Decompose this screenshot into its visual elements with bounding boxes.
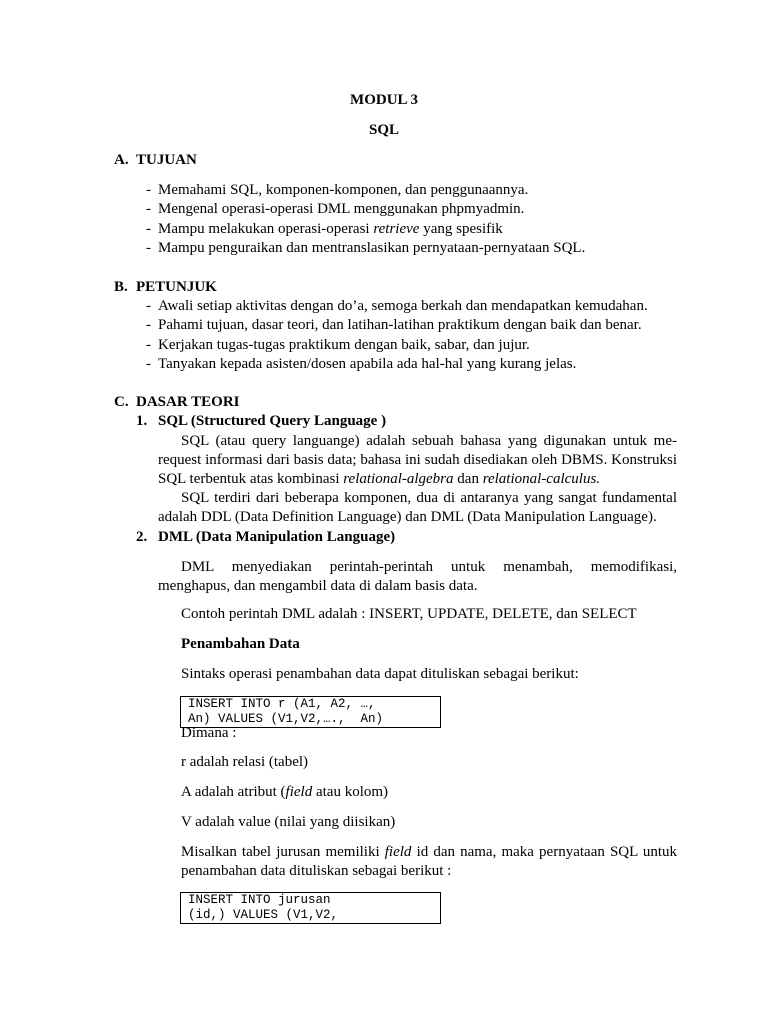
sub1-paragraph-2: SQL terdiri dari beberapa komponen, dua di antaranya yang sangat fundamental adalah DDL (Data Definition Language) dan DML (Data Manipulation Language). xyxy=(158,490,677,525)
code-box-insert-syntax: INSERT INTO r (A1, A2, …, An) VALUES (V1,V2,…., An) xyxy=(180,696,441,728)
petunjuk-list xyxy=(136,297,648,374)
list-item: - Memahami SQL, komponen-komponen, dan penggunaannya. xyxy=(146,182,529,198)
v-definition: V adalah value (nilai yang diisikan) xyxy=(181,814,396,830)
section-c-letter: C. xyxy=(114,394,129,410)
module-title: MODUL 3 xyxy=(350,92,418,108)
list-item: - Mampu melakukan operasi-operasi retrieve yang spesifik xyxy=(146,220,503,237)
section-a-letter: A. xyxy=(114,152,129,168)
sub1-heading: 1. SQL (Structured Query Language ) xyxy=(136,413,387,429)
section-b-letter: B. xyxy=(114,279,128,295)
a-definition: A adalah atribut (field atau kolom) xyxy=(181,784,389,800)
contoh-line: Contoh perintah DML adalah : INSERT, UPDATE, DELETE, dan SELECT xyxy=(181,606,637,622)
sub1-paragraph-1: SQL (atau query languange) adalah sebuah bahasa yang digunakan untuk me-request informasi dari basis data; bahasa ini sudah disediakan oleh DBMS. Konstruksi SQL terbentuk atas kombinasi relational-algebra dan relational-calculus. xyxy=(158,433,677,487)
code-box-insert-jurusan: INSERT INTO jurusan (id,) VALUES (V1,V2, xyxy=(180,892,441,924)
list-item: - Mengenal operasi-operasi DML menggunakan phpmyadmin. xyxy=(146,201,525,218)
section-b-heading xyxy=(114,279,217,296)
dimana-line: Dimana : xyxy=(181,725,237,741)
list-item: - Tanyakan kepada asisten/dosen apabila ada hal-hal yang kurang jelas. xyxy=(146,355,577,372)
list-item: - Kerjakan tugas-tugas praktikum dengan baik, sabar, dan jujur. xyxy=(146,336,530,353)
section-c-heading xyxy=(114,394,240,411)
section-a-title: TUJUAN xyxy=(136,152,197,168)
section-b-title: PETUNJUK xyxy=(136,279,217,295)
penambahan-heading: Penambahan Data xyxy=(181,636,300,652)
module-subtitle: SQL xyxy=(368,122,399,138)
list-item: - Pahami tujuan, dasar teori, dan latihan-latihan praktikum dengan baik dan benar. xyxy=(146,317,642,334)
section-c-title: DASAR TEORI xyxy=(136,394,240,410)
sub2-paragraph-1: DML menyediakan perintah-perintah untuk menambah, memodifikasi, menghapus, dan mengambil data di dalam basis data. xyxy=(158,559,677,594)
misal-paragraph: Misalkan tabel jurusan memiliki field id dan nama, maka pernyataan SQL untuk penambahan data dituliskan sebagai berikut : xyxy=(181,844,678,879)
sub2-heading: 2. DML (Data Manipulation Language) xyxy=(136,529,396,545)
r-definition: r adalah relasi (tabel) xyxy=(181,754,309,770)
sintaks-line: Sintaks operasi penambahan data dapat dituliskan sebagai berikut: xyxy=(181,666,579,682)
list-item: - Mampu penguraikan dan mentranslasikan pernyataan-pernyataan SQL. xyxy=(146,239,586,256)
section-a-heading xyxy=(114,152,197,169)
list-item: - Awali setiap aktivitas dengan do’a, semoga berkah dan mendapatkan kemudahan. xyxy=(146,298,648,314)
tujuan-list xyxy=(136,181,585,258)
